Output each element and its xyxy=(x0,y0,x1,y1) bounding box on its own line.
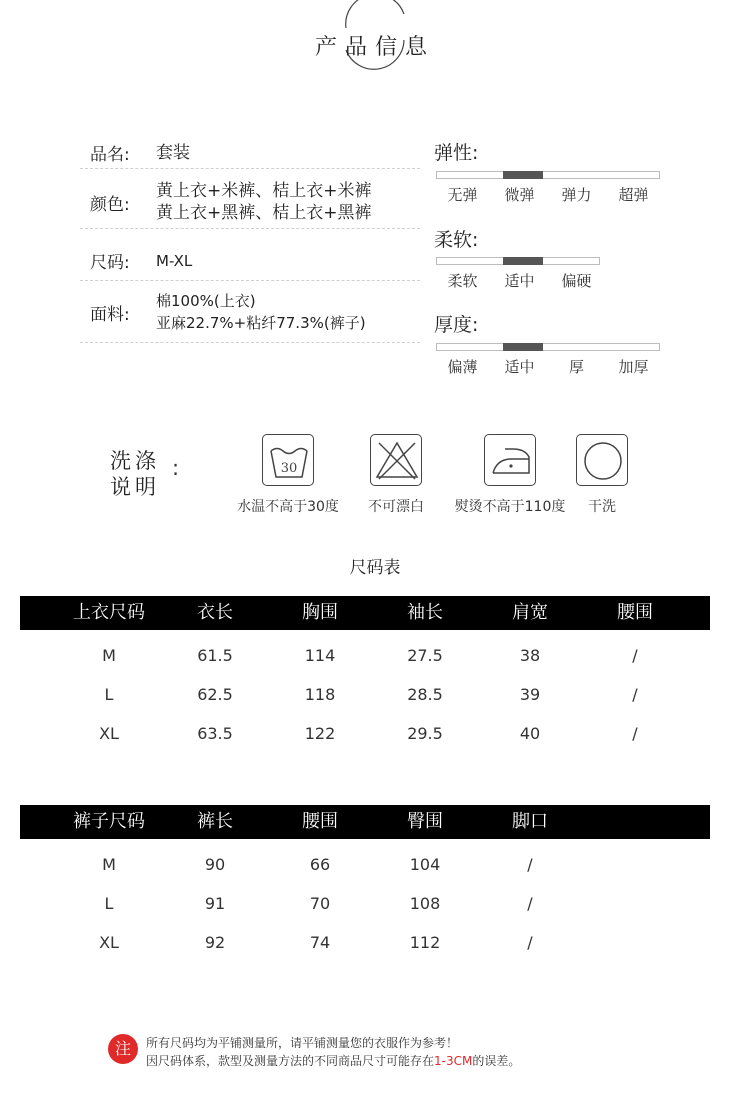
table-cell: / xyxy=(527,855,533,874)
product-info-header xyxy=(0,0,750,100)
table-cell: 62.5 xyxy=(197,685,233,704)
note-badge: 注 xyxy=(108,1034,138,1064)
note-highlight: 1-3CM xyxy=(434,1054,473,1068)
table-cell: 29.5 xyxy=(407,724,443,743)
info-label: 面料: xyxy=(90,304,130,325)
dry-clean-icon xyxy=(576,434,628,486)
info-value-line: 亚麻22.7%+粘纤77.3%(裤子) xyxy=(156,314,366,332)
note-text: 的误差。 xyxy=(472,1054,521,1068)
table-header xyxy=(20,596,710,630)
table-cell: L xyxy=(104,685,114,704)
attribute-option: 偏薄 xyxy=(447,358,478,376)
table-cell: 90 xyxy=(204,855,226,874)
attribute-option: 超弹 xyxy=(618,186,649,204)
attribute-bar xyxy=(436,343,660,351)
divider xyxy=(80,168,420,169)
attribute-option: 偏硬 xyxy=(561,272,592,290)
wash-label: 干洗 xyxy=(588,499,616,515)
table-cell: 28.5 xyxy=(407,685,443,704)
attribute-option: 柔软 xyxy=(447,272,478,290)
info-value xyxy=(156,180,372,224)
table-cell: 122 xyxy=(304,724,336,743)
table-header-cell: 臀围 xyxy=(407,811,443,832)
table-header-cell: 腰围 xyxy=(302,811,338,832)
table-cell: 112 xyxy=(409,933,441,952)
table-cell: 70 xyxy=(309,894,331,913)
info-value-line: 黄上衣+米裤、桔上衣+米裤 xyxy=(156,181,372,201)
table-cell: XL xyxy=(99,724,119,743)
wash-temp-text: 30 xyxy=(280,461,298,476)
attribute-labels xyxy=(434,270,605,291)
table-cell: XL xyxy=(99,933,119,952)
wash-label: 不可漂白 xyxy=(368,499,424,515)
table-header-cell: 脚口 xyxy=(512,811,548,832)
table-cell: 108 xyxy=(409,894,441,913)
attribute-title: 弹性: xyxy=(434,142,479,164)
attribute-title: 厚度: xyxy=(434,314,479,336)
info-value-line: 棉100%(上衣) xyxy=(156,292,256,310)
table-cell: M xyxy=(102,855,116,874)
wash-instructions-title xyxy=(110,448,160,500)
wash-title-line: 洗涤 xyxy=(110,449,160,473)
attribute-bar xyxy=(436,171,660,179)
pants-size-table xyxy=(20,805,710,965)
table-header-cell: 衣长 xyxy=(197,602,233,623)
attribute-elasticity xyxy=(434,138,674,204)
wash-label: 水温不高于30度 xyxy=(237,499,339,515)
no-bleach-icon xyxy=(370,434,422,486)
info-label: 尺码: xyxy=(90,253,130,273)
divider xyxy=(80,342,420,343)
table-cell: 63.5 xyxy=(197,724,233,743)
attribute-option: 弹力 xyxy=(561,186,592,204)
info-value-line: 黄上衣+黑裤、桔上衣+黑裤 xyxy=(156,203,372,223)
note-line xyxy=(146,1052,520,1069)
attribute-labels xyxy=(434,356,662,377)
attribute-bar-fill xyxy=(503,257,543,265)
table-cell: 40 xyxy=(519,724,541,743)
table-cell: 66 xyxy=(309,855,331,874)
attribute-softness xyxy=(434,225,674,290)
info-row-name xyxy=(80,140,420,165)
attribute-option: 适中 xyxy=(504,358,535,376)
size-chart-title: 尺码表 xyxy=(349,558,401,578)
table-cell: / xyxy=(527,933,533,952)
table-header-cell: 上衣尺码 xyxy=(73,602,145,623)
table-cell: 27.5 xyxy=(407,646,443,665)
table-header-cell: 袖长 xyxy=(407,602,443,623)
table-header-cell: 裤长 xyxy=(197,811,233,832)
wash-label: 熨烫不高于110度 xyxy=(454,499,566,515)
table-cell: 74 xyxy=(309,933,331,952)
table-cell: M xyxy=(102,646,116,665)
attribute-thickness xyxy=(434,310,674,376)
wash-item-dry-clean xyxy=(542,434,662,516)
attribute-option: 无弹 xyxy=(447,186,478,204)
wash-item-no-bleach xyxy=(336,434,456,516)
table-cell: 114 xyxy=(304,646,336,665)
info-row-material xyxy=(80,290,420,334)
table-cell: 91 xyxy=(204,894,226,913)
wash-item-water-temp xyxy=(228,434,348,516)
info-value: 套装 xyxy=(156,142,190,163)
attribute-option: 适中 xyxy=(504,272,535,290)
info-row-color xyxy=(80,180,420,224)
divider xyxy=(80,280,420,281)
table-header-cell: 胸围 xyxy=(302,602,338,623)
table-header-cell: 裤子尺码 xyxy=(73,811,145,832)
attribute-option: 加厚 xyxy=(618,358,649,376)
note-text: 因尺码体系，款型及测量方法的不同商品尺寸可能存在 xyxy=(146,1054,435,1068)
attribute-option: 厚 xyxy=(568,358,584,376)
table-cell: / xyxy=(527,894,533,913)
wash-title-colon: : xyxy=(172,456,180,480)
info-row-size xyxy=(80,248,420,273)
table-header-cell: 腰围 xyxy=(617,602,653,623)
attribute-option: 微弹 xyxy=(504,186,535,204)
info-value: M-XL xyxy=(156,251,193,270)
attribute-bar-fill xyxy=(503,171,543,179)
attribute-bar xyxy=(436,257,600,265)
wash-title-line: 说明 xyxy=(110,475,160,499)
table-cell: 92 xyxy=(204,933,226,952)
attribute-title: 柔软: xyxy=(434,229,479,251)
attribute-bar-fill xyxy=(503,343,543,351)
info-label: 品名: xyxy=(90,145,130,165)
top-size-table xyxy=(20,596,710,756)
table-header-cell: 肩宽 xyxy=(512,602,548,623)
info-label: 颜色: xyxy=(90,194,130,215)
table-cell: / xyxy=(632,685,638,704)
table-cell: 118 xyxy=(304,685,336,704)
table-cell: 104 xyxy=(409,855,441,874)
table-cell: / xyxy=(632,724,638,743)
attribute-labels xyxy=(434,184,662,205)
table-cell: 38 xyxy=(519,646,541,665)
divider xyxy=(80,228,420,229)
table-cell: L xyxy=(104,894,114,913)
table-cell: 39 xyxy=(519,685,541,704)
table-cell: / xyxy=(632,646,638,665)
table-cell: 61.5 xyxy=(197,646,233,665)
iron-icon xyxy=(484,434,536,486)
info-value xyxy=(156,290,366,334)
note-line: 所有尺码均为平铺测量所，请平铺测量您的衣服作为参考！ xyxy=(146,1036,459,1050)
table-header xyxy=(20,805,710,839)
wash-30-icon xyxy=(262,434,314,486)
page-title: 产品信息 xyxy=(314,35,435,60)
